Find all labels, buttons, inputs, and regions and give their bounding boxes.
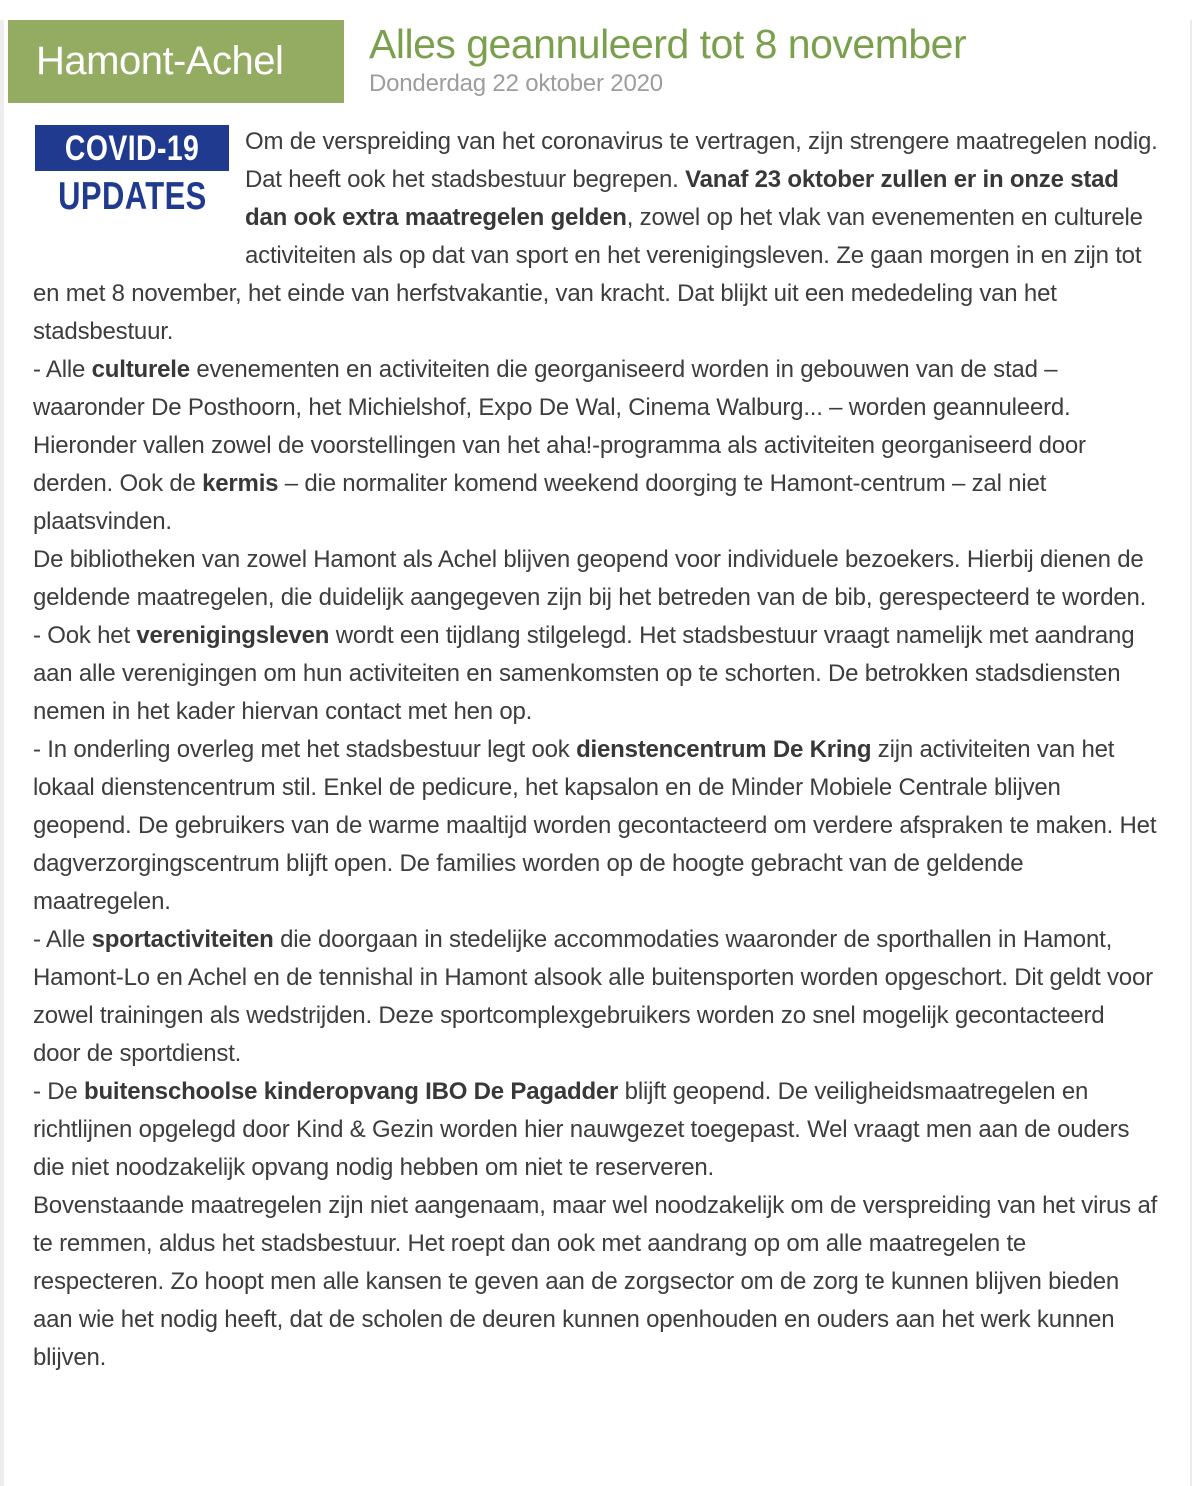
article-paragraph <box>33 541 1158 617</box>
article-paragraph <box>33 921 1158 1073</box>
article-text-run: Om de verspreiding van het coronavirus te vertragen, zijn strengere maatregelen nodig. Dat heeft ook het stadsbestuur begrepen. <box>245 128 1158 193</box>
article-text-run: - Alle <box>33 926 92 953</box>
article-date: Donderdag 22 oktober 2020 <box>369 70 663 98</box>
article-paragraph <box>33 617 1158 731</box>
article-bold-run: Vanaf 23 oktober zullen er in onze stad dan ook extra maatregelen gelden <box>245 166 1119 231</box>
article-paragraph <box>33 1187 1158 1377</box>
article-text-run: blijft geopend. De veiligheidsmaatregelen en richtlijnen opgelegd door Kind & Gezin worden hier nauwgezet toegepast. Wel vraagt men aan de ouders die niet noodzakelijk opvang nodig hebben om niet te reserveren. <box>33 1078 1130 1181</box>
article-bold-run: sportactiviteiten <box>91 926 274 953</box>
article-text-run: - In onderling overleg met het stadsbestuur legt ook <box>33 736 577 763</box>
article-bold-run: culturele <box>91 356 190 383</box>
article-paragraph <box>33 731 1158 921</box>
article-paragraph <box>33 351 1158 541</box>
article-text-run: evenementen en activiteiten die georganiseerd worden in gebouwen van de stad – waaronder De Posthoorn, het Michielshof, Expo De Wal, Cinema Walburg... – worden geannuleerd. Hieronder vallen zowel de voorstellingen van het aha!-programma als activiteiten georganiseerd door derden. Ook de <box>33 356 1086 497</box>
article-text-run: die doorgaan in stedelijke accommodaties waaronder de sporthallen in Hamont, Hamont-Lo en Achel en de tennishal in Hamont alsook alle buitensporten worden opgeschort. Dit geldt voor zowel trainingen als wedstrijden. Deze sportcomplexgebruikers worden zo snel mogelijk gecontacteerd door de sportdienst. <box>33 926 1153 1067</box>
covid19-logo-top <box>35 125 229 171</box>
covid19-updates-logo <box>35 123 229 263</box>
title-block <box>369 20 966 103</box>
article-text-run: - Ook het <box>33 622 137 649</box>
article-header <box>8 20 1190 103</box>
article-body <box>33 123 1158 1377</box>
article-text-run: Bovenstaande maatregelen zijn niet aangenaam, maar wel noodzakelijk om de verspreiding van het virus af te remmen, aldus het stadsbestuur. Het roept dan ook met aandrang op om alle maatregelen te respecteren. Zo hoopt men alle kansen te geven aan de zorgsector om de zorg te kunnen blijven bieden aan wie het nodig heeft, dat de scholen de deuren kunnen openhouden en ouders aan het werk kunnen blijven. <box>33 1192 1158 1371</box>
article-text-run: wordt een tijdlang stilgelegd. Het stadsbestuur vraagt namelijk met aandrang aan alle verenigingen om hun activiteiten en samenkomsten op te schorten. De betrokken stadsdiensten nemen in het kader hiervan contact met hen op. <box>33 622 1135 725</box>
page-title: Alles geannuleerd tot 8 november <box>369 21 967 67</box>
page <box>0 20 1192 1486</box>
article-text-run: De bibliotheken van zowel Hamont als Achel blijven geopend voor individuele bezoekers. Hierbij dienen de geldende maatregelen, die duidelijk aangegeven zijn bij het betreden van de bib, gerespecteerd te worden. <box>33 546 1147 611</box>
article-bold-run: kermis <box>202 470 279 497</box>
article-text-run: , zowel op het vlak van evenementen en culturele activiteiten als op dat van sport en het verenigingsleven. Ze gaan morgen in en zijn tot en met 8 november, het einde van herfstvakantie, van kracht. Dat blijkt uit een mededeling van het stadsbestuur. <box>33 204 1143 345</box>
article-bold-run: buitenschoolse kinderopvang IBO De Pagadder <box>84 1078 619 1105</box>
article-paragraph <box>33 1073 1158 1187</box>
covid19-logo-top-text: COVID-19 <box>64 127 200 168</box>
article-text-run: - De <box>33 1078 85 1105</box>
article-text-run: – die normaliter komend weekend doorging te Hamont-centrum – zal niet plaatsvinden. <box>33 470 1047 535</box>
article-text-run: zijn activiteiten van het lokaal dienstencentrum stil. Enkel de pedicure, het kapsalon en de Minder Mobiele Centrale blijven geopend. De gebruikers van de warme maaltijd worden gecontacteerd om verdere afspraken te maken. Het dagverzorgingscentrum blijft open. De families worden op de hoogte gebracht van de geldende maatregelen. <box>33 736 1157 915</box>
site-name-banner <box>8 20 344 103</box>
article-bold-run: dienstencentrum De Kring <box>576 736 872 763</box>
article-bold-run: verenigingsleven <box>136 622 330 649</box>
article-text-run: - Alle <box>33 356 92 383</box>
covid19-logo-bottom-text: UPDATES <box>57 173 207 218</box>
covid19-logo-bottom <box>35 171 229 221</box>
site-name: Hamont-Achel <box>36 39 284 83</box>
